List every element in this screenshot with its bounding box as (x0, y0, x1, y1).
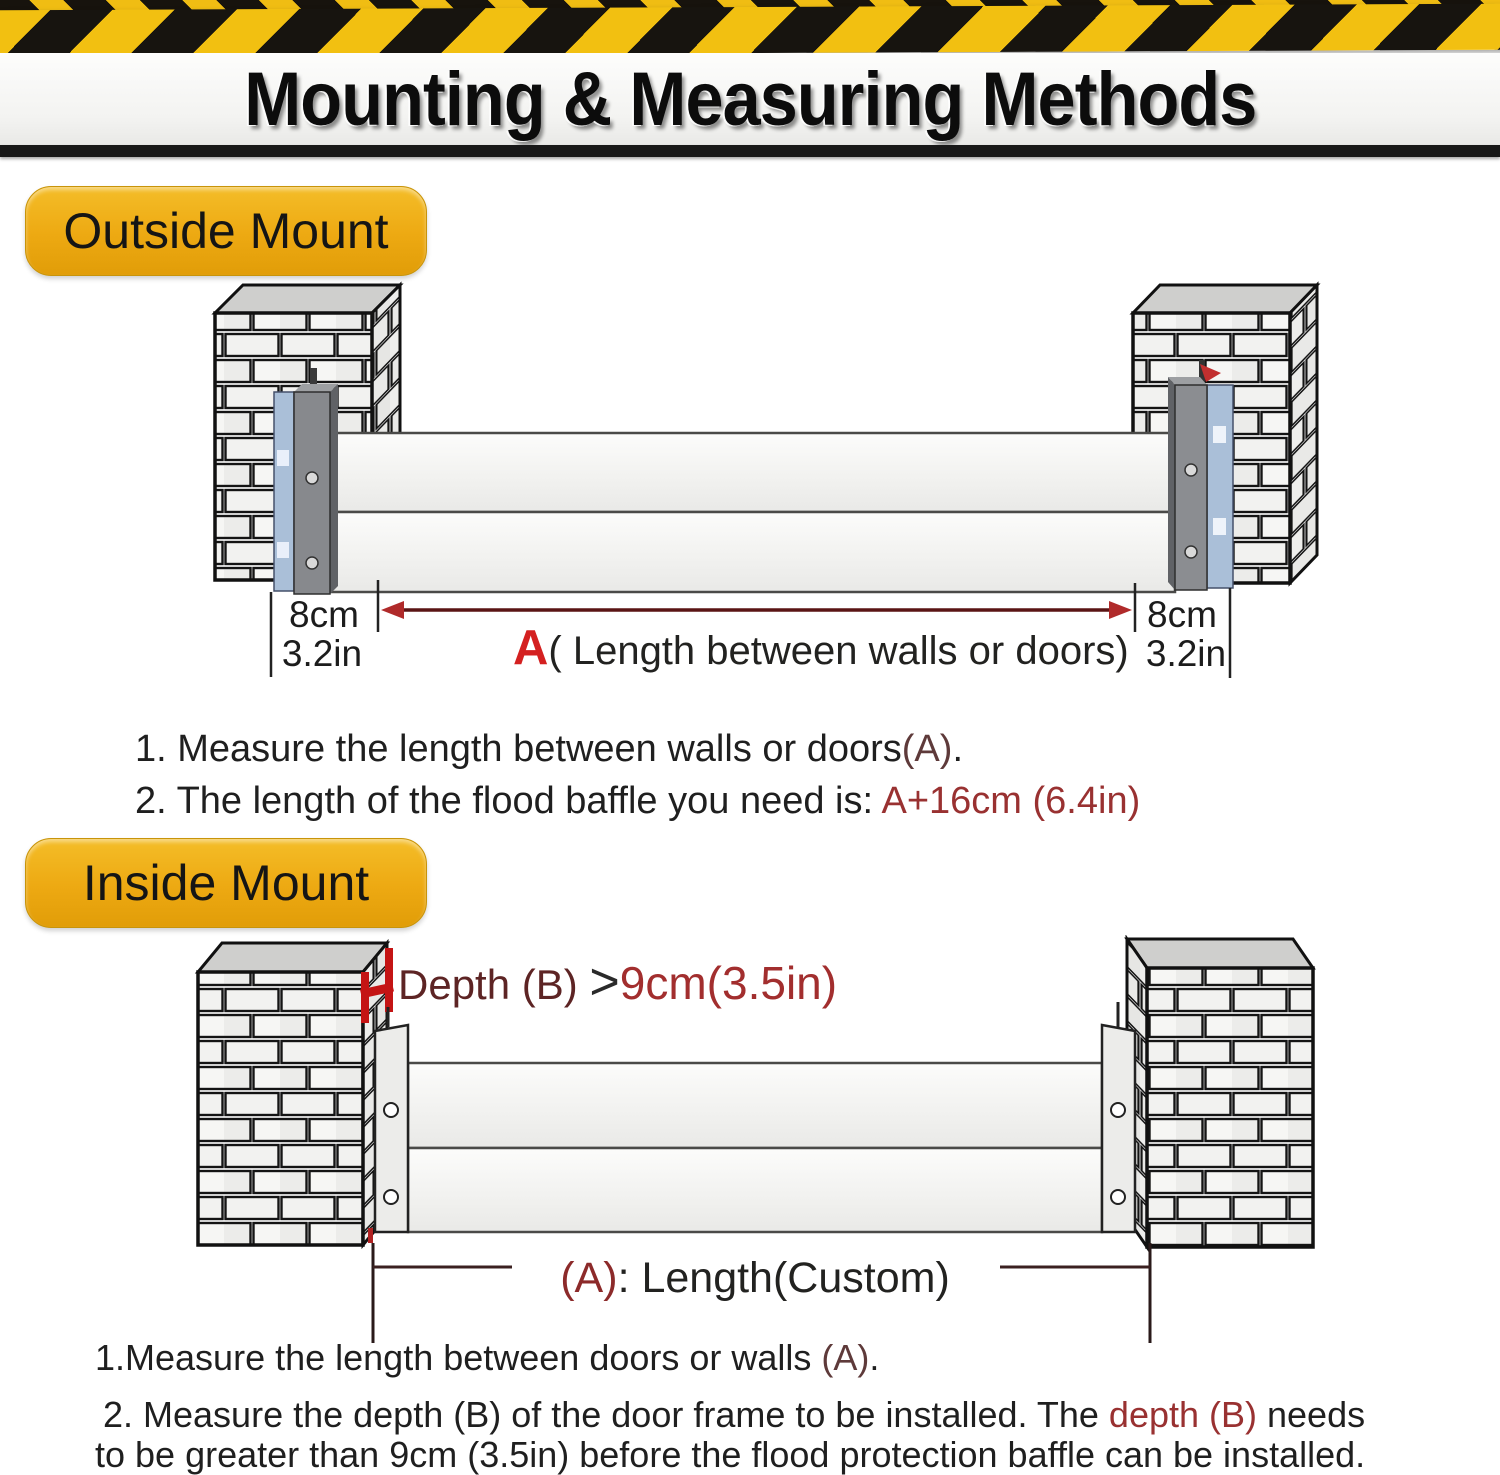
inside-step-1: 1.Measure the length between doors or walls (A). (95, 1337, 880, 1378)
outside-mount-steps (135, 723, 1140, 827)
inside-mount-badge (25, 838, 427, 928)
inside-mount-badge-label: Inside Mount (82, 855, 370, 911)
inside-mount-diagram (0, 935, 1500, 1355)
left-offset-in: 3.2in (281, 633, 363, 674)
inside-mount-steps (95, 1338, 1365, 1475)
outside-mount-diagram (0, 280, 1500, 710)
outside-step-2: 2. The length of the flood baffle you need is: A+16cm (6.4in) (135, 780, 1141, 822)
right-offset-cm: 8cm (1147, 594, 1217, 635)
flood-barrier-panels-inside (408, 1063, 1102, 1232)
arrowhead-left-icon (381, 601, 404, 619)
arrowhead-right-icon (1109, 601, 1132, 619)
red-tick-icon (368, 1228, 373, 1243)
inside-step-2-line-1: 2. Measure the depth (B) of the door frame to be installed. The depth (B) needs (103, 1394, 1366, 1435)
right-offset-in: 3.2in (1145, 633, 1227, 674)
span-a-label (513, 621, 1129, 675)
outside-step-1: 1. Measure the length between walls or doors(A). (135, 728, 963, 770)
hazard-tape-main-icon (0, 4, 1500, 57)
length-custom-label: (A): Length(Custom) (560, 1254, 950, 1302)
left-offset-cm: 8cm (289, 594, 359, 635)
inside-right-bracket (1102, 1002, 1135, 1232)
inside-left-pillar (198, 943, 387, 1245)
left-mount-bracket (274, 368, 338, 594)
span-a-description: ( Length between walls or doors) (548, 629, 1129, 673)
inside-right-pillar (1127, 939, 1313, 1247)
outside-mount-badge (25, 186, 427, 276)
flood-barrier-panels (330, 433, 1175, 592)
inside-left-bracket (368, 1007, 408, 1243)
right-mount-bracket (1168, 360, 1233, 590)
title-band (0, 53, 1500, 145)
outside-mount-badge-label: Outside Mount (63, 203, 389, 259)
divider-bar (0, 145, 1500, 157)
depth-b-label: Depth (B) >9cm(3.5in) (398, 953, 838, 1011)
inside-step-2-line-2: to be greater than 9cm (3.5in) before the flood protection baffle can be installed. (95, 1434, 1366, 1475)
page-title: Mounting & Measuring Methods (243, 56, 1257, 142)
span-a-letter: A (513, 621, 549, 675)
